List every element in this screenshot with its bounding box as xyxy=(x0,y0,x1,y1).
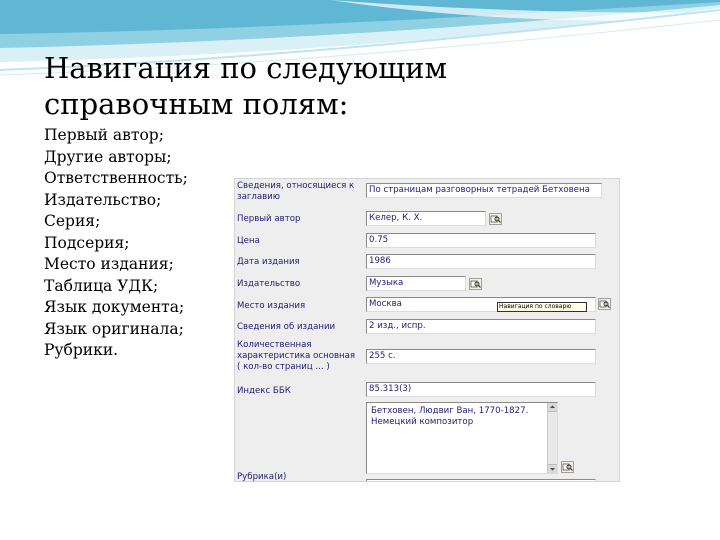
bbk-index-field[interactable]: 85.313(3) xyxy=(366,382,596,397)
rubrics-lookup-button[interactable] xyxy=(561,461,574,473)
edition-info-label: Сведения об издании xyxy=(237,322,336,332)
publisher-lookup-button[interactable] xyxy=(469,278,482,290)
dictionary-lookup-icon xyxy=(490,214,501,224)
quantity-label-line-2: характеристика основная xyxy=(237,351,356,361)
edition-info-field[interactable]: 2 изд., испр. xyxy=(366,319,596,334)
quantity-label xyxy=(237,340,363,373)
rubrics-label: Рубрика(и) xyxy=(237,472,287,482)
nav-item-place: Место издания; xyxy=(44,255,174,273)
nav-item-series: Серия; xyxy=(44,212,101,230)
rubric-line-1: Бетховен, Людвиг Ван, 1770-1827. xyxy=(371,406,529,416)
title-info-field[interactable]: По страницам разговорных тетрадей Бетховена xyxy=(366,183,602,198)
quantity-field[interactable]: 255 с. xyxy=(366,349,596,364)
publication-date-label: Дата издания xyxy=(237,257,300,267)
nav-item-subseries: Подсерия; xyxy=(44,233,130,252)
chevron-up-icon xyxy=(548,403,557,411)
nav-item-document-language: Язык документа; xyxy=(44,298,185,316)
scroll-up-button[interactable] xyxy=(548,403,557,412)
dictionary-lookup-icon xyxy=(562,462,573,472)
rubrics-textarea[interactable] xyxy=(366,402,558,474)
slide-title-line-1: Навигация по следующим xyxy=(44,51,448,85)
nav-item-responsibility: Ответственность; xyxy=(44,169,188,187)
quantity-label-line-3: ( кол-во страниц ... ) xyxy=(237,362,330,372)
nav-item-other-authors: Другие авторы; xyxy=(44,147,172,166)
place-lookup-button[interactable] xyxy=(598,298,611,310)
nav-item-udc-table: Таблица УДК; xyxy=(44,276,159,295)
slide-title xyxy=(44,50,604,122)
first-author-lookup-button[interactable] xyxy=(489,213,502,225)
nav-item-original-language: Язык оригинала; xyxy=(44,319,184,338)
scroll-down-button[interactable] xyxy=(548,464,557,473)
chevron-down-icon xyxy=(548,465,557,473)
place-of-publication-label: Место издания xyxy=(237,301,306,311)
publisher-label: Издательство xyxy=(237,279,301,289)
navigation-fields-list xyxy=(44,125,188,362)
title-info-label-line-2: заглавию xyxy=(237,192,280,202)
rubrics-scrollbar[interactable] xyxy=(547,403,557,473)
nav-item-first-author: Первый автор; xyxy=(44,126,164,144)
place-of-publication-field[interactable]: Москва xyxy=(366,297,596,312)
dictionary-lookup-icon xyxy=(599,299,610,309)
rubrics-next-field[interactable] xyxy=(366,479,596,482)
rubric-line-2: Немецкий композитор xyxy=(371,417,474,427)
price-label: Цена xyxy=(237,236,260,246)
dictionary-lookup-icon xyxy=(470,279,481,289)
dictionary-navigation-tooltip: Навигация по словарю xyxy=(497,302,587,312)
publisher-field[interactable]: Музыка xyxy=(366,276,466,291)
title-info-label xyxy=(237,181,363,203)
first-author-field[interactable]: Келер, К. Х. xyxy=(366,211,486,226)
publication-date-field[interactable]: 1986 xyxy=(366,254,596,269)
price-field[interactable]: 0.75 xyxy=(366,233,596,248)
first-author-label: Первый автор xyxy=(237,214,301,224)
slide-title-line-2: справочным полям: xyxy=(44,87,349,121)
title-info-label-line-1: Сведения, относящиеся к xyxy=(237,181,355,191)
nav-item-publisher: Издательство; xyxy=(44,190,162,209)
nav-item-rubrics: Рубрики. xyxy=(44,341,119,359)
quantity-label-line-1: Количественная xyxy=(237,340,312,350)
bbk-index-label: Индекс ББК xyxy=(237,386,291,396)
catalog-form-screenshot xyxy=(234,178,620,482)
